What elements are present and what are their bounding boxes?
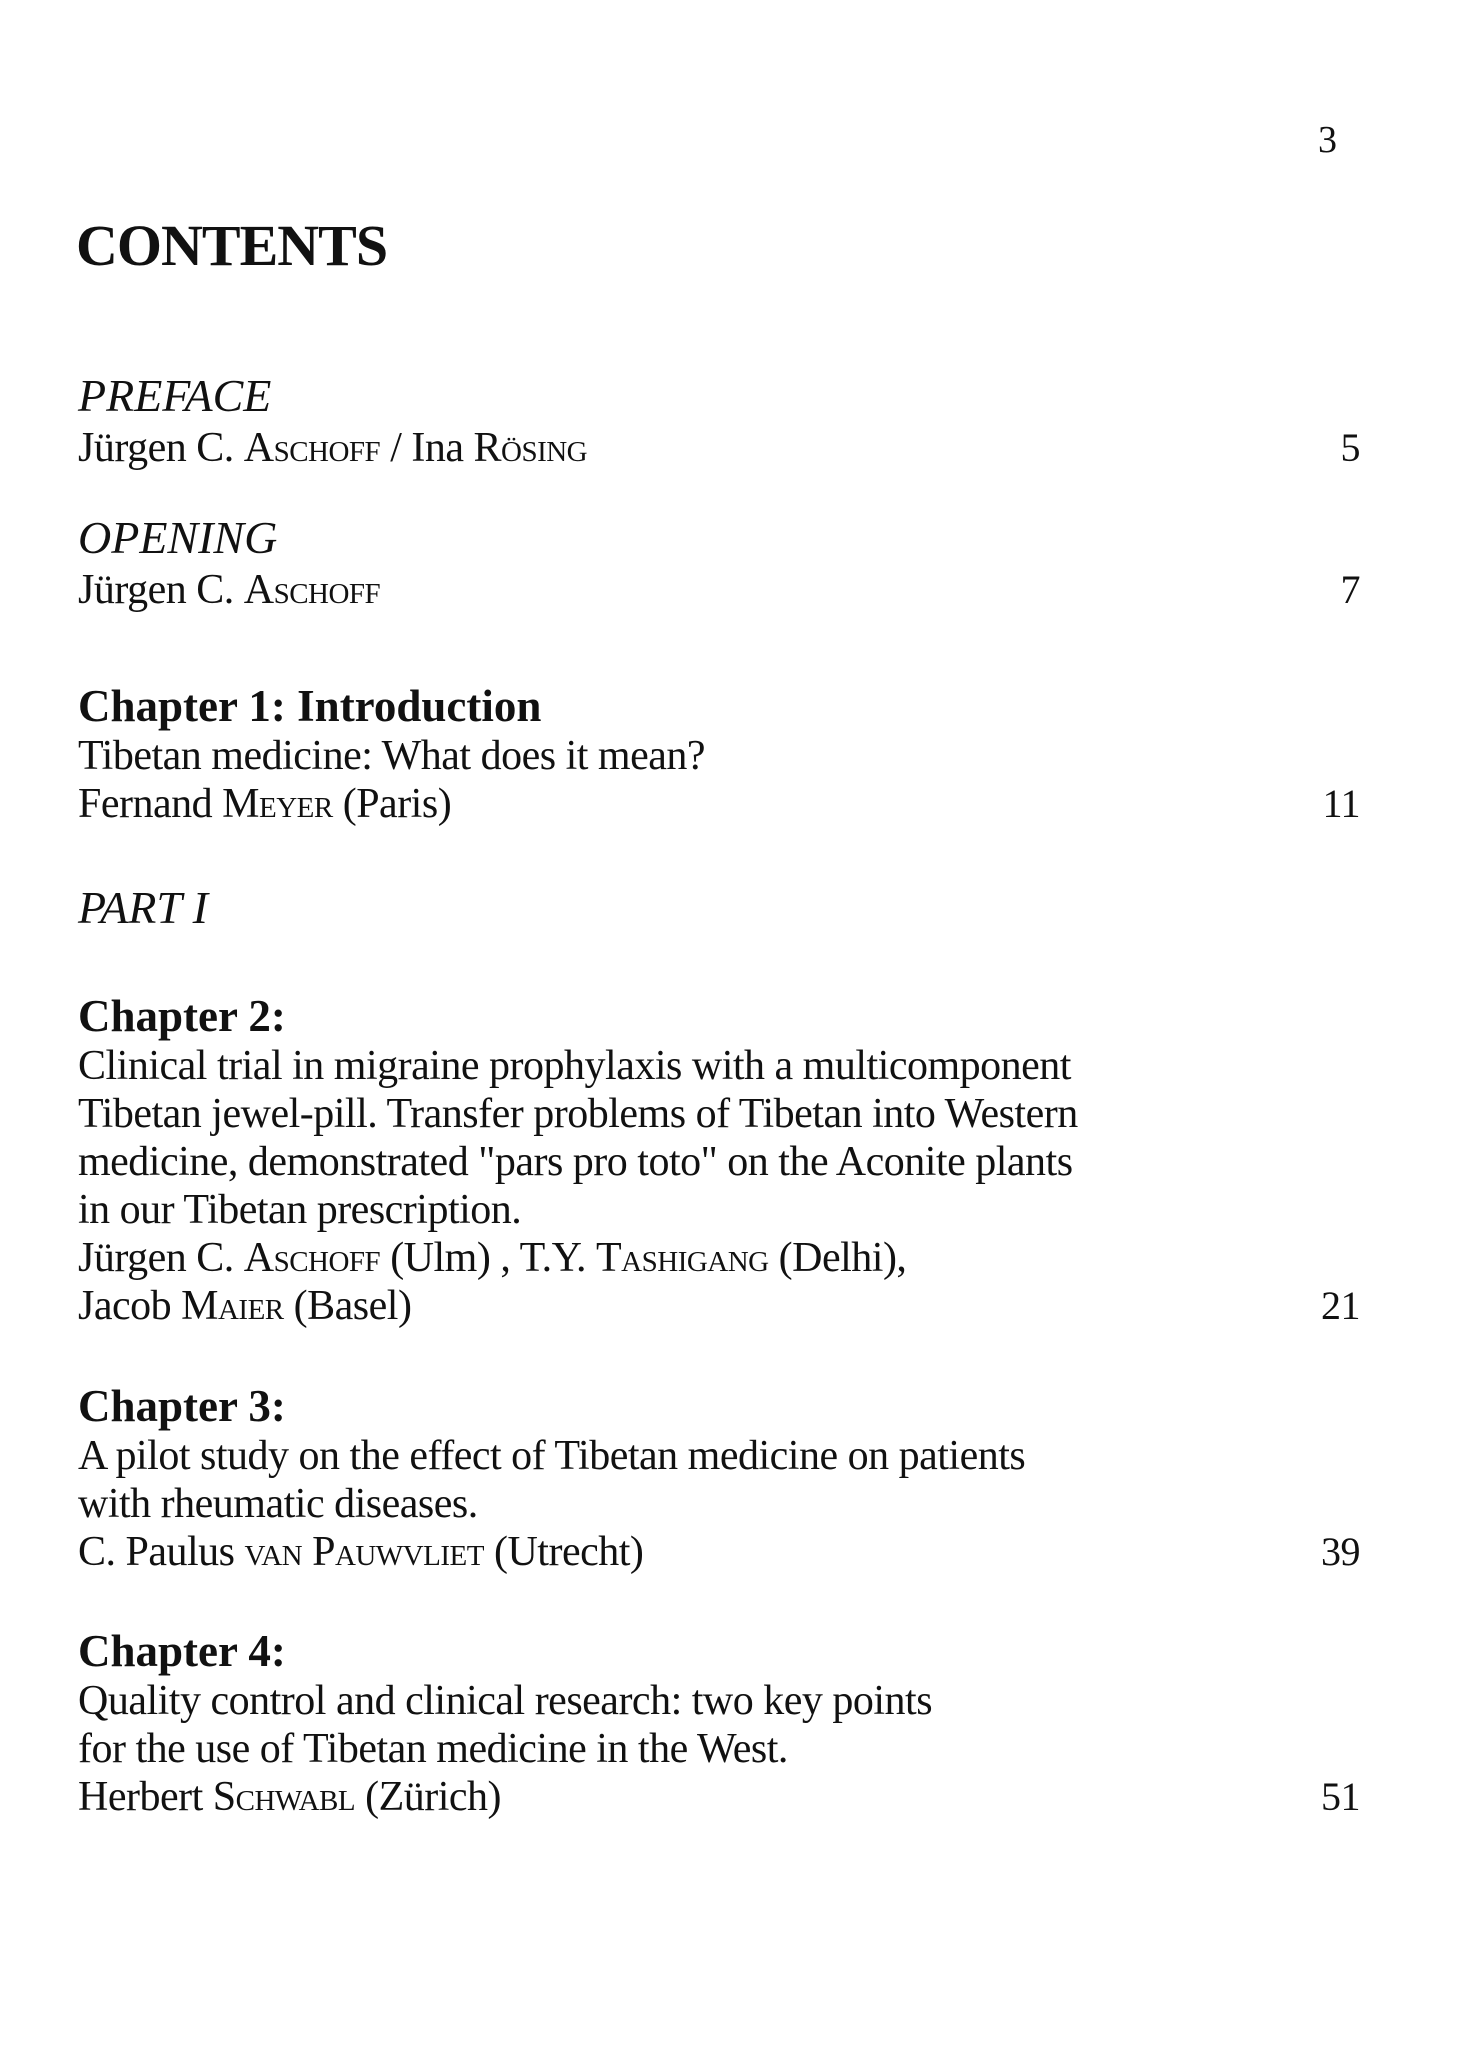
entry-heading: Chapter 4: <box>78 1626 286 1676</box>
author-text: (Basel) <box>283 1283 412 1329</box>
entry-title-line: Clinical trial in migraine prophylaxis with a multicomponent <box>78 1043 1071 1089</box>
entry-authors <box>78 1234 1360 1282</box>
entry-page-number: 39 <box>1321 1529 1360 1574</box>
toc-entry[interactable] <box>78 510 1360 614</box>
toc-entry[interactable] <box>78 368 1360 472</box>
entry-title-line: Tibetan medicine: What does it mean? <box>78 733 706 779</box>
entry-heading: PREFACE <box>78 370 272 421</box>
author-surname: Tashigang <box>596 1235 769 1281</box>
toc-entry[interactable] <box>78 1380 1360 1576</box>
entry-title-line: in our Tibetan prescription. <box>78 1187 522 1233</box>
entry-title-line: A pilot study on the effect of Tibetan medicine on patients <box>78 1433 1026 1479</box>
author-surname: Aschoff <box>243 425 381 471</box>
entry-page-number: 51 <box>1321 1774 1360 1819</box>
entry-authors <box>78 566 1360 614</box>
page-number: 3 <box>1318 119 1337 161</box>
author-surname: Aschoff <box>243 567 381 613</box>
entry-heading: OPENING <box>78 512 278 563</box>
entry-authors <box>78 424 1360 472</box>
toc-entry[interactable] <box>78 680 1360 828</box>
entry-page-number: 5 <box>1340 425 1360 470</box>
author-text: (Zürich) <box>355 1774 502 1820</box>
entry-heading: Chapter 1: Introduction <box>78 681 542 731</box>
entry-heading: Chapter 3: <box>78 1381 286 1431</box>
author-text: (Ulm) , T.Y. <box>380 1235 597 1281</box>
entry-title-line: with rheumatic diseases. <box>78 1481 478 1527</box>
contents-title: CONTENTS <box>76 213 388 278</box>
author-text: C. Paulus <box>78 1529 245 1575</box>
author-text: Herbert <box>78 1774 213 1820</box>
entry-page-number: 11 <box>1322 781 1360 826</box>
author-surname: Meyer <box>222 781 333 827</box>
author-text: Jacob <box>78 1283 182 1329</box>
author-text: (Delhi), <box>768 1235 907 1281</box>
entry-authors <box>78 1282 1360 1330</box>
entry-title-line: Tibetan jewel-pill. Transfer problems of Tibetan into Western <box>78 1091 1078 1137</box>
author-text: / Ina <box>380 425 474 471</box>
entry-title-line: medicine, demonstrated "pars pro toto" on the Aconite plants <box>78 1139 1073 1185</box>
author-surname: Aschoff <box>243 1235 381 1281</box>
toc-entry[interactable] <box>78 990 1360 1330</box>
entry-title-line: Quality control and clinical research: two key points <box>78 1678 933 1724</box>
author-surname: Rösing <box>473 425 588 471</box>
author-text: Jürgen C. <box>78 425 244 471</box>
entry-authors <box>78 1773 1360 1821</box>
author-surname: van Pauwvliet <box>244 1529 484 1575</box>
entry-page-number: 21 <box>1321 1283 1360 1328</box>
author-surname: Maier <box>181 1283 284 1329</box>
toc-entry[interactable] <box>78 880 1360 936</box>
author-text: (Paris) <box>332 781 452 827</box>
author-text: Fernand <box>78 781 223 827</box>
entry-title-line: for the use of Tibetan medicine in the West. <box>78 1726 788 1772</box>
entry-heading: Chapter 2: <box>78 991 286 1041</box>
toc-entry[interactable] <box>78 1625 1360 1821</box>
author-text: Jürgen C. <box>78 1235 244 1281</box>
entry-authors <box>78 1528 1360 1576</box>
author-text: (Utrecht) <box>483 1529 644 1575</box>
entry-page-number: 7 <box>1340 567 1360 612</box>
entry-heading: PART I <box>78 882 208 933</box>
author-surname: Schwabl <box>212 1774 356 1820</box>
author-text: Jürgen C. <box>78 567 244 613</box>
entry-authors <box>78 780 1360 828</box>
